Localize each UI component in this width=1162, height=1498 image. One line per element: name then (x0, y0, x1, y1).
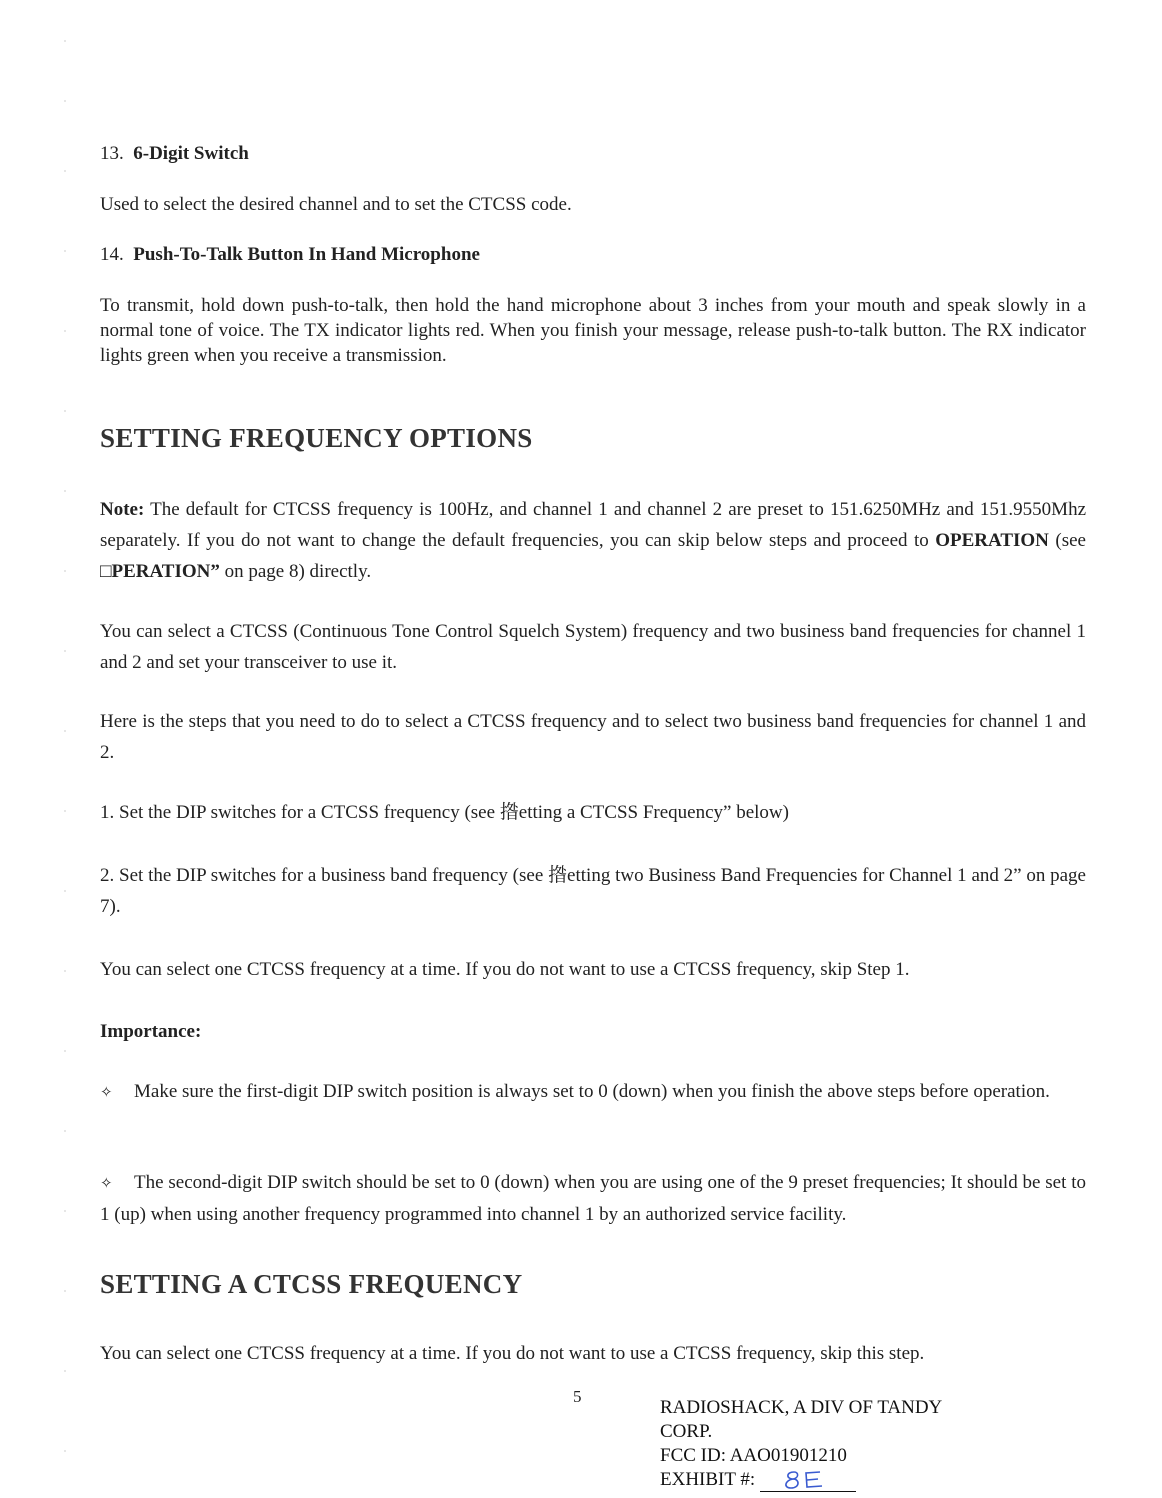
diamond-bullet-icon: ✧ (100, 1083, 113, 1101)
one-ctcss-paragraph: You can select one CTCSS frequency at a time. If you do not want to use a CTCSS frequency, skip Step 1. (100, 959, 910, 980)
heading-setting-ctcss-frequency: SETTING A CTCSS FREQUENCY (100, 1269, 523, 1299)
item-14-title: Push-To-Talk Button In Hand Microphone (133, 244, 480, 265)
item-14-heading (100, 242, 1086, 267)
step-1: 1. Set the DIP switches for a CTCSS frequency (see 揝etting a CTCSS Frequency” below) (100, 802, 789, 823)
note-text-3: on page 8) directly. (219, 561, 372, 582)
item-13-heading (100, 141, 1086, 166)
bullet-2-text: The second-digit DIP switch should be set to 0 (down) when you are using one of the 9 preset frequencies; It should be set to 1 (up) when using another frequency programmed into channel 1 by an authorized service facility. (100, 1172, 1086, 1225)
exhibit-company: RADIOSHACK, A DIV OF TANDY (660, 1397, 943, 1418)
item-13-text: Used to select the desired channel and to set the CTCSS code. (100, 194, 572, 215)
exhibit-stamp (660, 1396, 990, 1492)
note-text-2: (see (1048, 530, 1086, 551)
diamond-bullet-icon: ✧ (100, 1174, 113, 1192)
bullet-1-text: Make sure the first-digit DIP switch position is always set to 0 (down) when you finish the above steps before operation. (134, 1081, 1050, 1102)
bullet-item-2 (100, 1167, 1086, 1230)
last-paragraph: You can select one CTCSS frequency at a time. If you do not want to use a CTCSS frequency, skip this step. (100, 1343, 925, 1364)
heading-setting-frequency-options: SETTING FREQUENCY OPTIONS (100, 423, 533, 453)
exhibit-fcc-id: FCC ID: AAO01901210 (660, 1445, 847, 1466)
note-paragraph (100, 494, 1086, 587)
exhibit-company-cont: CORP. (660, 1421, 713, 1442)
bullet-item-1 (100, 1076, 1086, 1108)
scan-margin-dots (62, 40, 68, 1480)
step-2: 2. Set the DIP switches for a business band frequency (see 揝etting two Business Band Frequencies for Channel 1 and 2” on page 7). (100, 865, 1086, 917)
item-13-number: 13. (100, 143, 124, 164)
handwritten-exhibit-mark (782, 1468, 832, 1492)
note-text-1: The default for CTCSS frequency is 100Hz, and channel 1 and channel 2 are preset to 151.6250MHz and 151.9550Mhz separately. If you do not want to change the default frequencies, you can skip below steps and proceed to (100, 499, 1086, 551)
exhibit-number-label: EXHIBIT #: (660, 1469, 756, 1490)
importance-label (100, 1019, 1086, 1044)
note-operation-bold: OPERATION (935, 530, 1049, 551)
item-13-title: 6-Digit Switch (133, 143, 249, 164)
ctcss-paragraph: You can select a CTCSS (Continuous Tone Control Squelch System) frequency and two business band frequencies for channel 1 and 2 and set your transceiver to use it. (100, 621, 1086, 673)
note-operation-ref: □PERATION” (100, 561, 220, 582)
steps-paragraph: Here is the steps that you need to do to select a CTCSS frequency and to select two business band frequencies for channel 1 and 2. (100, 711, 1086, 763)
exhibit-handwritten-field (760, 1471, 856, 1492)
exhibit-number-line (660, 1468, 990, 1492)
item-14-text: To transmit, hold down push-to-talk, then hold the hand microphone about 3 inches from your mouth and speak slowly in a normal tone of voice. The TX indicator lights red. When you finish your message, release push-to-talk button. The RX indicator lights green when you receive a transmission. (100, 295, 1086, 366)
item-14-number: 14. (100, 244, 124, 265)
page-number: 5 (573, 1387, 582, 1406)
importance-text: Importance: (100, 1021, 202, 1042)
note-label: Note: (100, 499, 145, 520)
